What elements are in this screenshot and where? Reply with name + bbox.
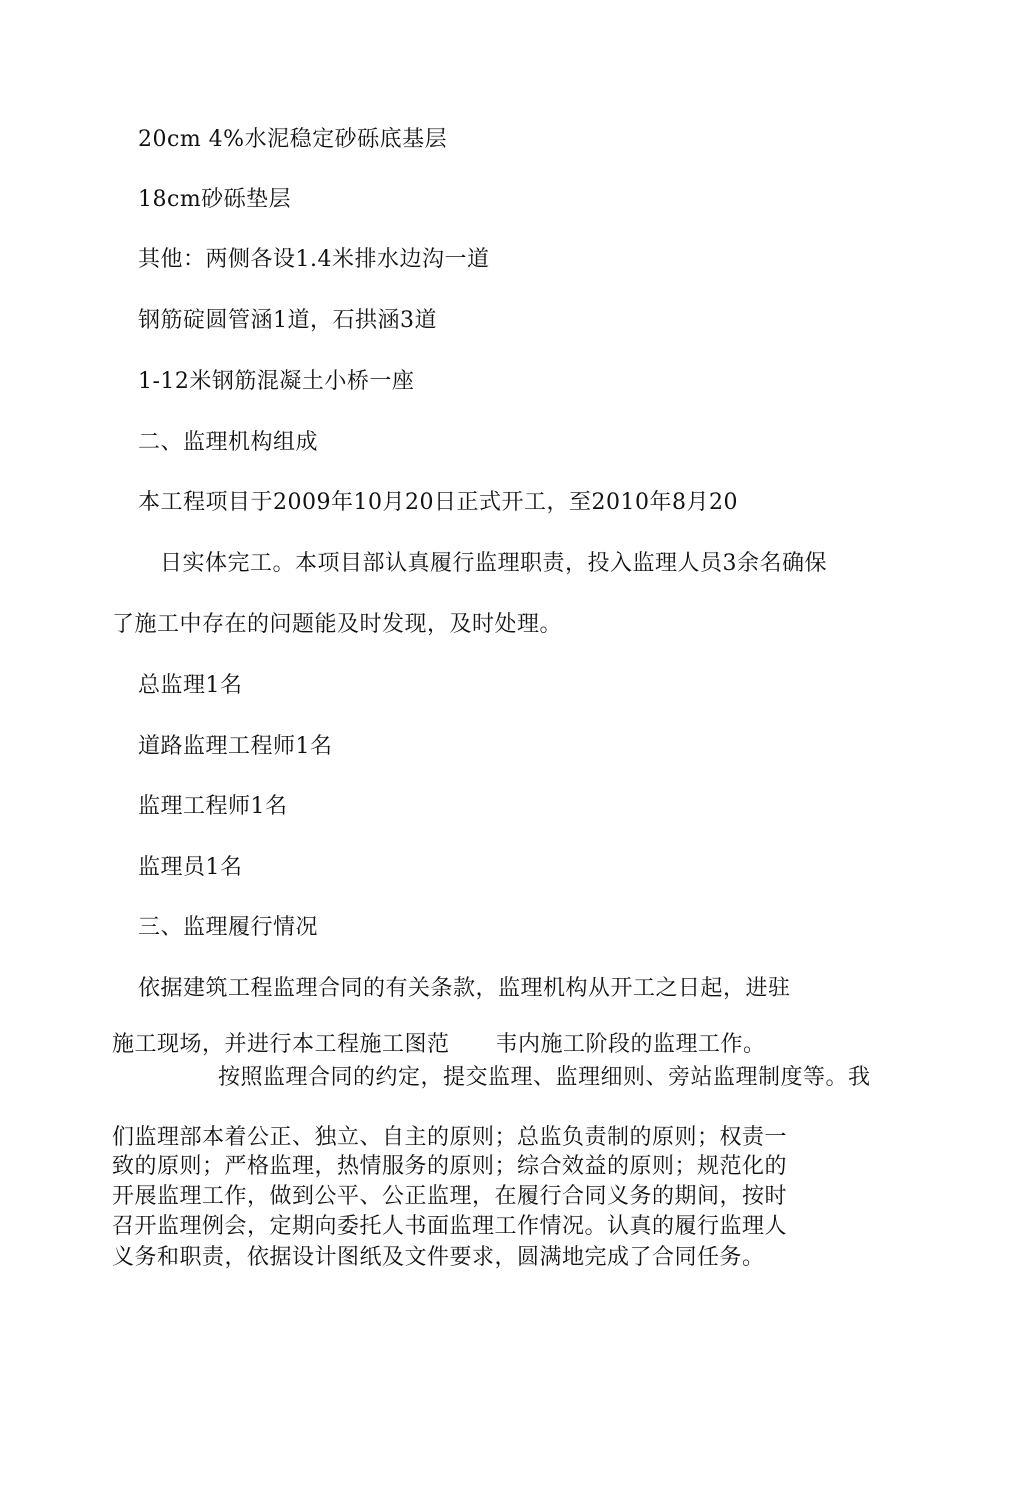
- text-line-engineer: 监理工程师1名: [138, 794, 288, 819]
- text-line-chief-supervisor: 总监理1名: [138, 673, 243, 698]
- text-line-start-date: 本工程项目于2009年10月20日正式开工，至2010年8月20: [138, 490, 738, 515]
- text-line-contract-basis: 依据建筑工程监理合同的有关条款，监理机构从开工之日起，进驻: [138, 976, 791, 1001]
- text-fragment-scope: 韦内施工阶段的监理工作。: [495, 1032, 766, 1057]
- text-line-bridge: 1-12米钢筋混凝土小桥一座: [138, 369, 415, 394]
- text-line-road-engineer: 道路监理工程师1名: [138, 734, 333, 759]
- section-heading-organization: 二、监理机构组成: [138, 430, 319, 455]
- text-line-drainage: 其他：两侧各设1.4米排水边沟一道: [138, 247, 490, 272]
- text-line-principles-5: 义务和职责，依据设计图纸及文件要求，圆满地完成了合同任务。: [112, 1245, 765, 1270]
- text-line-principles-2: 致的原则；严格监理，热情服务的原则；综合效益的原则；规范化的: [112, 1154, 788, 1179]
- text-line-culverts: 钢筋碇圆管涵1道，石拱涵3道: [138, 308, 437, 333]
- text-line-issues: 了施工中存在的问题能及时发现，及时处理。: [112, 612, 563, 637]
- text-line-completion: 日实体完工。本项目部认真履行监理职责，投入监理人员3余名确保: [160, 551, 827, 576]
- text-line-base-layer: 20cm 4%水泥稳定砂砾底基层: [138, 127, 448, 152]
- section-heading-performance: 三、监理履行情况: [138, 915, 319, 940]
- text-line-principles-4: 召开监理例会，定期向委托人书面监理工作情况。认真的履行监理人: [112, 1214, 788, 1239]
- text-line-site: [112, 1031, 766, 1059]
- text-line-cushion-layer: 18cm砂砾垫层: [138, 187, 292, 212]
- text-line-supervisor: 监理员1名: [138, 855, 243, 880]
- text-fragment-site: 施工现场，并进行本工程施工图范: [112, 1032, 450, 1057]
- text-line-principles-1: 们监理部本着公正、独立、自主的原则；总监负责制的原则；权责一: [112, 1125, 788, 1150]
- text-line-principles-3: 开展监理工作，做到公平、公正监理，在履行合同义务的期间，按时: [112, 1184, 788, 1209]
- text-line-submissions: 按照监理合同的约定，提交监理、监理细则、旁站监理制度等。我: [218, 1065, 871, 1090]
